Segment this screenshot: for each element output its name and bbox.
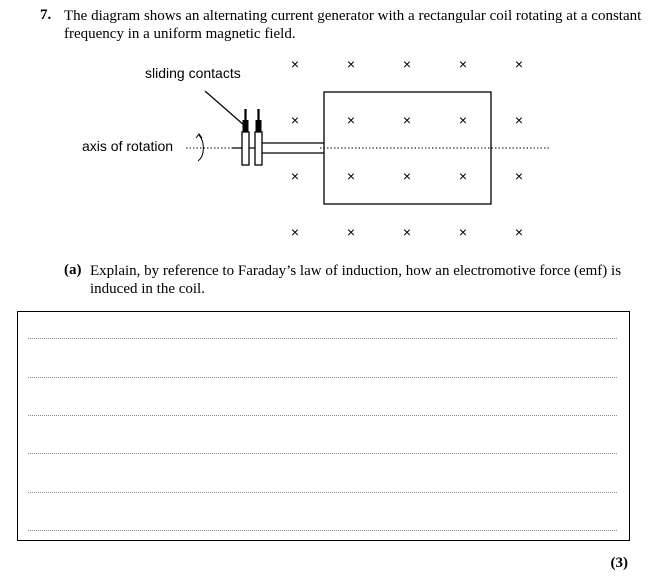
answer-box[interactable] — [17, 311, 630, 541]
field-cross-icon: × — [458, 168, 468, 184]
field-cross-icon: × — [402, 112, 412, 128]
answer-line[interactable] — [28, 338, 617, 339]
field-cross-icon: × — [346, 168, 356, 184]
part-a-text: Explain, by reference to Faraday’s law of induction, how an electromotive force (emf) is induced in the coil. — [90, 263, 622, 297]
field-cross-icon: × — [514, 168, 524, 184]
field-cross-icon: × — [290, 112, 300, 128]
answer-line[interactable] — [28, 377, 617, 378]
question-stem: The diagram shows an alternating current generator with a rectangular coil rotating at a constant frequency in a uniform magnetic field. — [64, 8, 642, 42]
part-a-label: (a) — [64, 262, 82, 278]
answer-line[interactable] — [28, 453, 617, 454]
field-cross-icon: × — [402, 56, 412, 72]
slip-ring-1 — [242, 132, 249, 165]
field-cross-icon: × — [290, 168, 300, 184]
field-cross-icon: × — [346, 56, 356, 72]
answer-line[interactable] — [28, 492, 617, 493]
field-cross-icon: × — [346, 112, 356, 128]
rotation-arrowhead — [196, 134, 202, 138]
field-cross-icon: × — [458, 112, 468, 128]
field-cross-icon: × — [290, 56, 300, 72]
slip-ring-2 — [255, 132, 262, 165]
brush-1 — [243, 109, 249, 132]
answer-line[interactable] — [28, 530, 617, 531]
generator-diagram — [0, 0, 656, 260]
field-cross-icon: × — [458, 224, 468, 240]
answer-line[interactable] — [28, 415, 617, 416]
field-cross-icon: × — [402, 224, 412, 240]
field-cross-icon: × — [458, 56, 468, 72]
field-cross-icon: × — [514, 224, 524, 240]
field-cross-icon: × — [514, 112, 524, 128]
sliding-contacts-pointer — [205, 91, 245, 126]
field-cross-icon: × — [290, 224, 300, 240]
label-sliding-contacts: sliding contacts — [145, 65, 241, 81]
marks-allocation: (3) — [610, 555, 628, 571]
field-cross-icon: × — [346, 224, 356, 240]
brush-2 — [256, 109, 262, 132]
field-cross-icon: × — [514, 56, 524, 72]
question-number: 7. — [40, 7, 52, 23]
label-axis-of-rotation: axis of rotation — [82, 138, 174, 154]
field-cross-icon: × — [402, 168, 412, 184]
